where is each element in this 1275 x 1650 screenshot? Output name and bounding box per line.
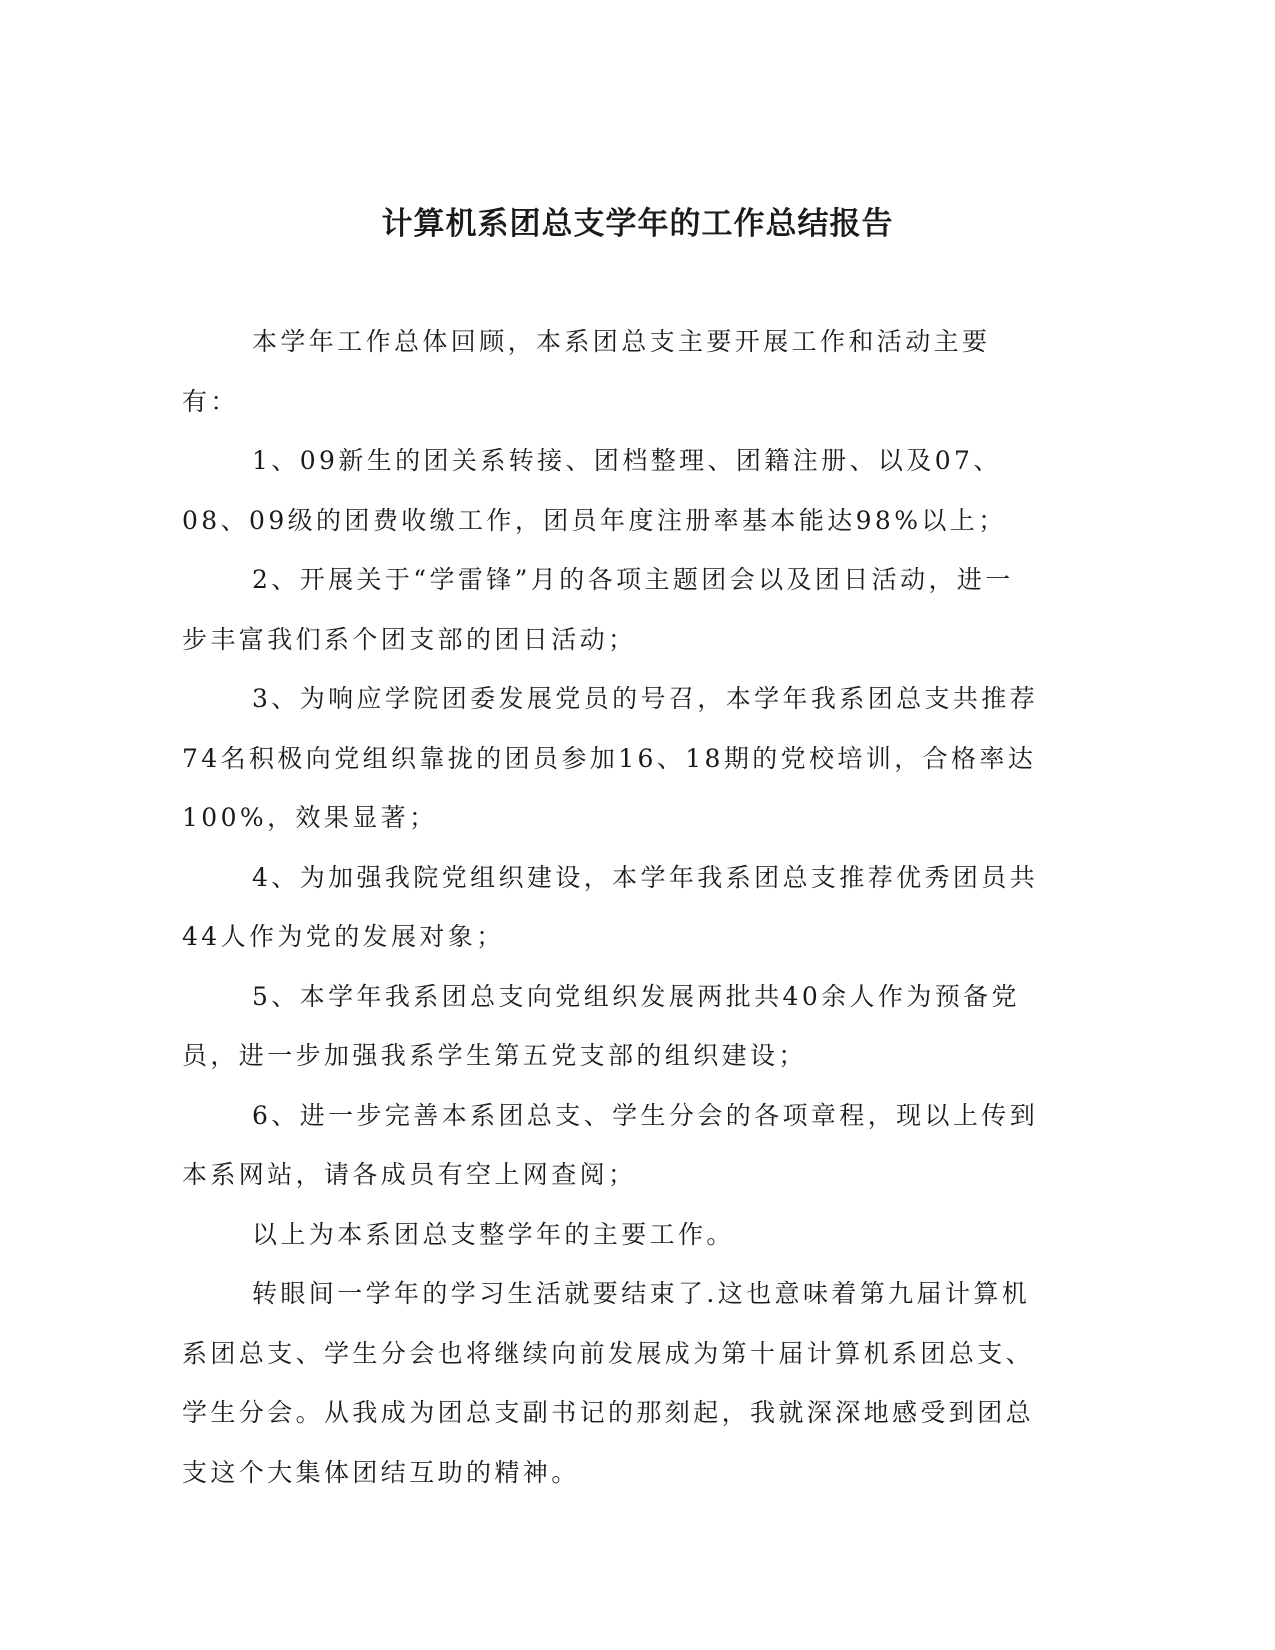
document-body [182,312,1042,1502]
paragraph-closing: 转眼间一学年的学习生活就要结束了.这也意味着第九届计算机系团总支、学生分会也将继续向前发展成为第十届计算机系团总支、学生分会。从我成为团总支副书记的那刻起，我就深深地感受到团总支这个大集体团结互助的精神。 [182,1279,1035,1487]
paragraph-item-1: 1、09新生的团关系转接、团档整理、团籍注册、以及07、08、09级的团费收缴工作，团员年度注册率基本能达98%以上； [182,446,1007,535]
paragraph-item-3: 3、为响应学院团委发展党员的号召，本学年我系团总支共推荐74名积极向党组织靠拢的团员参加16、18期的党校培训，合格率达100%，效果显著； [182,684,1039,832]
paragraph-item-5: 5、本学年我系团总支向党组织发展两批共40余人作为预备党员，进一步加强我系学生第五党支部的组织建设； [182,981,1020,1070]
paragraph-item-2: 2、开展关于“学雷锋”月的各项主题团会以及团日活动，进一步丰富我们系个团支部的团日活动； [182,565,1014,654]
document-title: 计算机系团总支学年的工作总结报告 [381,206,894,242]
paragraph-item-4: 4、为加强我院党组织建设，本学年我系团总支推荐优秀团员共44人作为党的发展对象； [182,862,1039,951]
paragraph-intro: 本学年工作总体回顾，本系团总支主要开展工作和活动主要有： [182,327,991,416]
paragraph-item-6: 6、进一步完善本系团总支、学生分会的各项章程，现以上传到本系网站，请各成员有空上网查阅； [182,1100,1039,1189]
paragraph-summary: 以上为本系团总支整学年的主要工作。 [252,1219,735,1249]
